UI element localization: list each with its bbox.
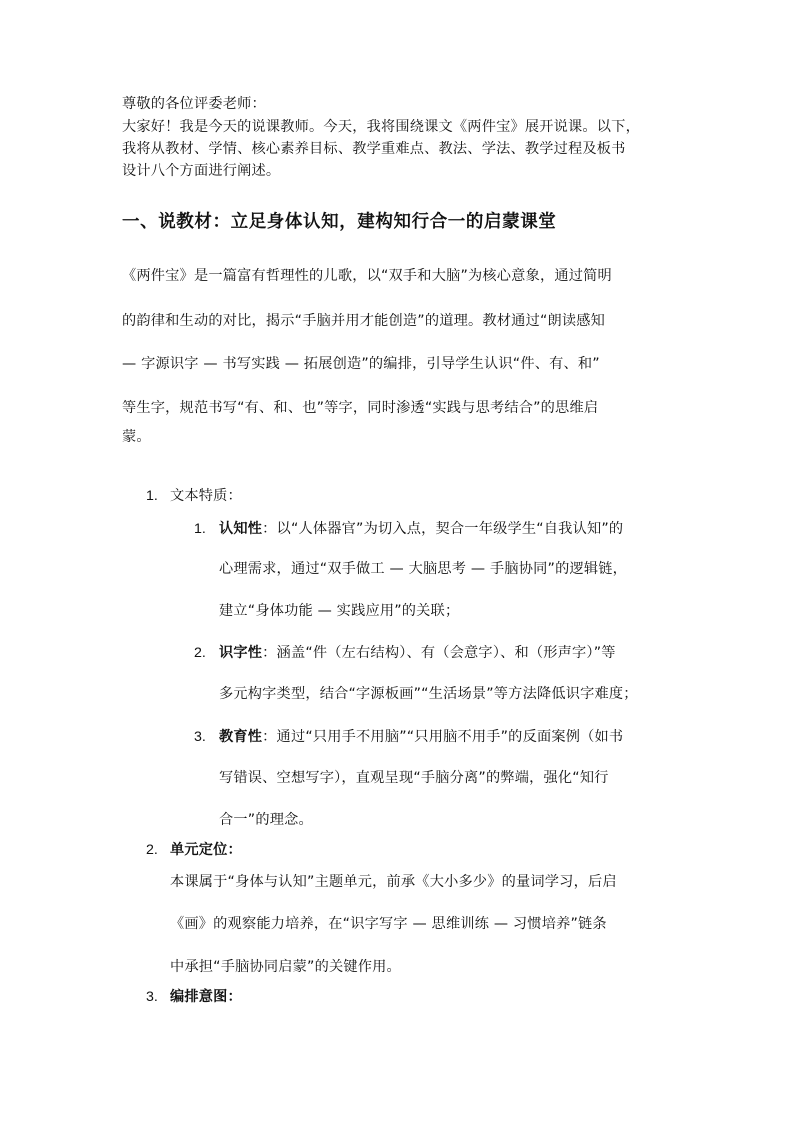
list-number: 3. (146, 989, 158, 1005)
sublist-line: 建立“身体功能 — 实践应用”的关联； (219, 603, 460, 619)
list-item-label: 单元定位： (170, 842, 242, 858)
sublist-label: 教育性 (219, 729, 263, 745)
sublist-line: 多元构字类型，结合“字源板画”“生活场景”等方法降低识字难度； (219, 686, 638, 702)
sublist-label: 认知性 (219, 521, 263, 537)
paragraph-line: 《两件宝》是一篇富有哲理性的儿歌，以“双手和大脑”为核心意象，通过简明 (122, 268, 612, 284)
list-item-line: 本课属于“身体与认知”主题单元，前承《大小多少》的量词学习，后启 (170, 874, 617, 890)
sublist-line (219, 519, 623, 539)
sublist-line: 写错误、空想写字），直观呈现“手脑分离”的弊端，强化“知行 (219, 770, 609, 786)
paragraph-line: 蒙。 (122, 429, 151, 445)
intro-line: 大家好！我是今天的说课教师。今天，我将围绕课文《两件宝》展开说课。以下， (122, 119, 640, 135)
sublist-number: 3. (194, 729, 206, 745)
sublist-number: 1. (194, 521, 206, 537)
sublist-text: ：涵盖“件（左右结构）、有（会意字）、和（形声字）”等 (262, 645, 616, 661)
list-number: 2. (146, 842, 158, 858)
salutation: 尊敬的各位评委老师： (122, 96, 266, 112)
paragraph-line: 等生字，规范书写“有、和、也”等字，同时渗透“实践与思考结合”的思维启 (122, 400, 599, 416)
section-heading: 一、说教材：立足身体认知，建构知行合一的启蒙课堂 (122, 212, 557, 232)
sublist-line (219, 643, 616, 663)
sublist-line: 心理需求，通过“双手做工 — 大脑思考 — 手脑协同”的逻辑链， (219, 561, 628, 577)
paragraph-line: 的韵律和生动的对比，揭示“手脑并用才能创造”的道理。教材通过“朗读感知 (122, 313, 606, 329)
list-item-line: 《画》的观察能力培养，在“识字写字 — 思维训练 — 习惯培养”链条 (170, 916, 607, 932)
sublist-text: ：通过“只用手不用脑”“只用脑不用手”的反面案例（如书 (262, 729, 624, 745)
sublist-number: 2. (194, 645, 206, 661)
paragraph-line: — 字源识字 — 书写实践 — 拓展创造”的编排，引导学生认识“件、有、和” (122, 356, 600, 372)
list-number: 1. (146, 488, 158, 504)
intro-line: 我将从教材、学情、核心素养目标、教学重难点、教法、学法、教学过程及板书 (122, 141, 626, 157)
list-item-label: 编排意图： (170, 989, 242, 1005)
sublist-line (219, 727, 623, 747)
list-item-label: 文本特质： (170, 488, 242, 504)
sublist-text: ：以“人体器官”为切入点，契合一年级学生“自我认知”的 (262, 521, 624, 537)
sublist-line: 合一”的理念。 (219, 812, 313, 828)
intro-line: 设计八个方面进行阐述。 (122, 163, 281, 179)
sublist-label: 识字性 (219, 645, 263, 661)
list-item-line: 中承担“手脑协同启蒙”的关键作用。 (170, 959, 401, 975)
